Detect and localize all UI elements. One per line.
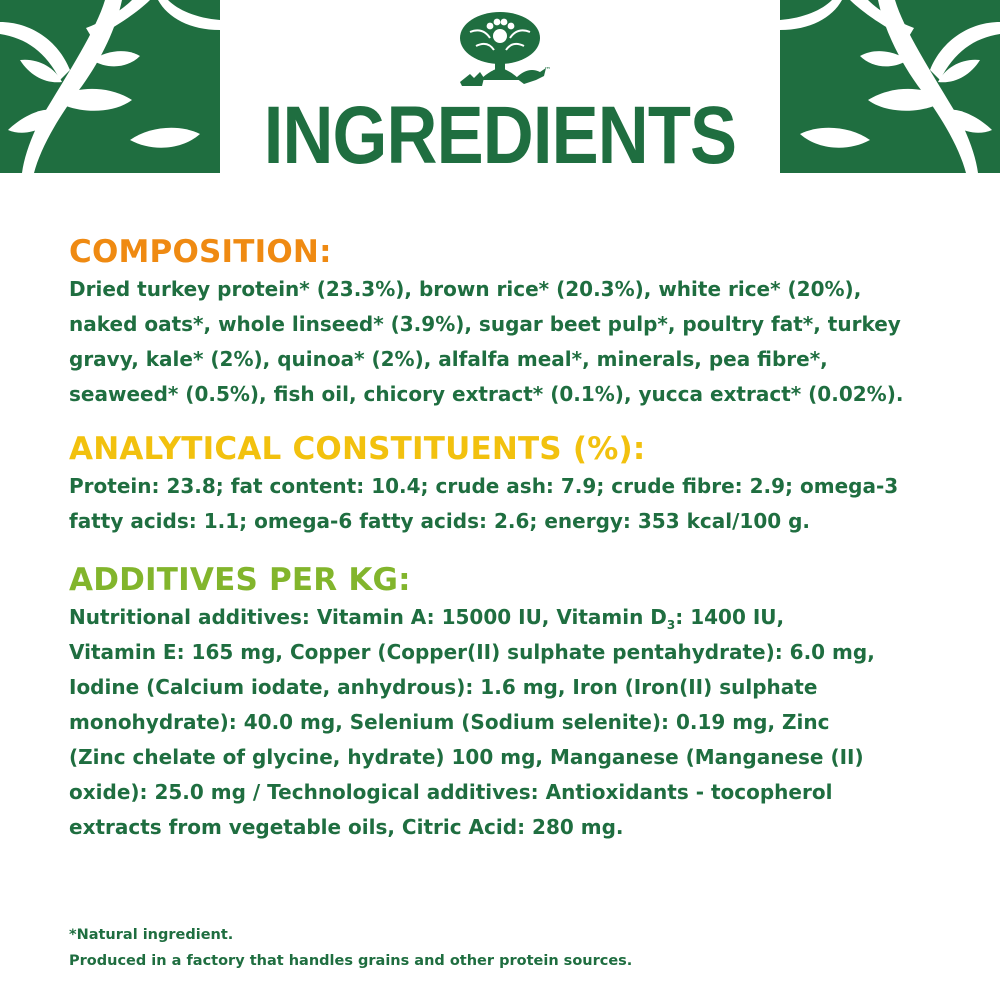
natural-ingredient-note: *Natural ingredient. — [69, 927, 234, 943]
additives-section — [69, 560, 969, 845]
composition-section — [69, 232, 969, 412]
tree-with-paw-and-pets-logo-icon — [440, 8, 560, 94]
composition-heading: COMPOSITION: — [69, 234, 332, 270]
composition-line: naked oats*, whole linseed* (3.9%), sugar beet pulp*, poultry fat*, turkey — [69, 312, 901, 336]
additives-line: Iodine (Calcium iodate, anhydrous): 1.6 mg, Iron (Iron(II) sulphate — [69, 675, 818, 699]
additives-line: oxide): 25.0 mg / Technological additives: Antioxidants - tocopherol — [69, 780, 833, 804]
logo-tm: ™ — [544, 66, 551, 74]
footnotes — [69, 922, 969, 974]
vitamin-d-subscript: 3 — [666, 618, 676, 632]
additives-line-part: Nutritional additives: Vitamin A: 15000 IU, Vitamin D — [69, 605, 667, 629]
additives-line: (Zinc chelate of glycine, hydrate) 100 mg, Manganese (Manganese (II) — [69, 745, 864, 769]
additives-line — [69, 600, 969, 635]
additives-heading: ADDITIVES PER KG: — [69, 562, 411, 598]
composition-line: gravy, kale* (2%), quinoa* (2%), alfalfa meal*, minerals, pea fibre*, — [69, 347, 828, 371]
additives-line-part: : 1400 IU, — [675, 605, 785, 629]
factory-note: Produced in a factory that handles grains and other protein sources. — [69, 953, 633, 969]
ingredients-content — [69, 232, 969, 845]
analytical-line: fatty acids: 1.1; omega-6 fatty acids: 2.6; energy: 353 kcal/100 g. — [69, 509, 811, 533]
additives-line: extracts from vegetable oils, Citric Acid: 280 mg. — [69, 815, 624, 839]
composition-text — [69, 272, 969, 412]
page-title: INGREDIENTS — [263, 90, 737, 181]
leaf-decoration-left-icon — [0, 0, 220, 173]
composition-line: Dried turkey protein* (23.3%), brown rice* (20.3%), white rice* (20%), — [69, 277, 862, 301]
analytical-constituents-text — [69, 469, 969, 539]
analytical-constituents-heading: ANALYTICAL CONSTITUENTS (%): — [69, 431, 646, 467]
leaf-decoration-right-icon — [780, 0, 1000, 173]
analytical-constituents-section — [69, 429, 969, 539]
analytical-line: Protein: 23.8; fat content: 10.4; crude ash: 7.9; crude fibre: 2.9; omega-3 — [69, 474, 899, 498]
additives-text — [69, 600, 969, 845]
additives-line: Vitamin E: 165 mg, Copper (Copper(II) sulphate pentahydrate): 6.0 mg, — [69, 640, 875, 664]
composition-line: seaweed* (0.5%), fish oil, chicory extract* (0.1%), yucca extract* (0.02%). — [69, 382, 904, 406]
additives-line: monohydrate): 40.0 mg, Selenium (Sodium selenite): 0.19 mg, Zinc — [69, 710, 830, 734]
